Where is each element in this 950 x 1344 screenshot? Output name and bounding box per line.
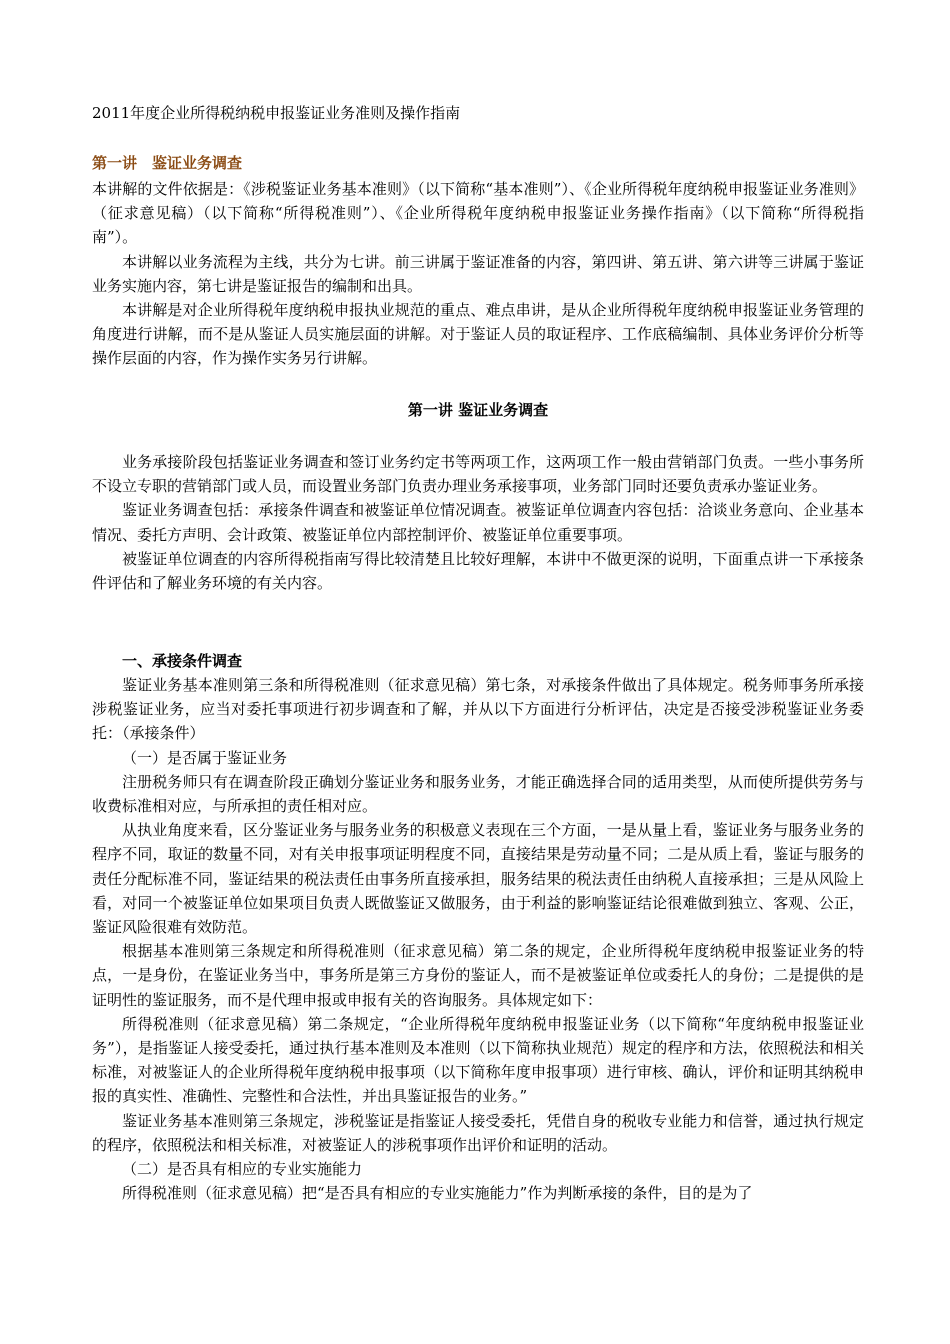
intro-paragraph: 本讲解的文件依据是：《涉税鉴证业务基本准则》（以下简称“基本准则”）、《企业所得税年度纳税申报鉴证业务准则》（征求意见稿）（以下简称“所得税准则”）、《企业所得税年度纳税申报鉴证业务操作指南》（以下简称“所得税指南”）。 xyxy=(92,180,864,247)
lecture-center-heading: 第一讲 鉴证业务调查 xyxy=(407,401,549,419)
body-paragraph: 注册税务师只有在调查阶段正确划分鉴证业务和服务业务，才能正确选择合同的适用类型，从而使所提供劳务与收费标准相对应，与所承担的责任相对应。 xyxy=(92,772,864,816)
intro-block xyxy=(92,177,864,371)
subsection-heading: （一）是否属于鉴证业务 xyxy=(122,748,288,767)
lecture-body-block xyxy=(92,450,864,595)
lecture-heading: 第一讲 鉴证业务调查 xyxy=(92,154,243,172)
intro-paragraph: 本讲解以业务流程为主线，共分为七讲。前三讲属于鉴证准备的内容，第四讲、第五讲、第六讲等三讲属于鉴证业务实施内容，第七讲是鉴证报告的编制和出具。 xyxy=(92,252,864,295)
body-paragraph: 鉴证业务基本准则第三条规定，涉税鉴证是指鉴证人接受委托，凭借自身的税收专业能力和信誉，通过执行规定的程序，依照税法和相关标准，对被鉴证人的涉税事项作出评价和证明的活动。 xyxy=(92,1111,864,1154)
subsection-heading: （二）是否具有相应的专业实施能力 xyxy=(122,1160,363,1179)
document-title: 2011年度企业所得税纳税申报鉴证业务准则及操作指南 xyxy=(92,104,461,122)
body-paragraph: 业务承接阶段包括鉴证业务调查和签订业务约定书等两项工作，这两项工作一般由营销部门负责。一些小事务所不设立专职的营销部门或人员，而设置业务部门负责办理业务承接事项，业务部门同时还要负责承办鉴证业务。 xyxy=(92,453,864,496)
section-heading: 一、承接条件调查 xyxy=(122,652,243,670)
body-paragraph: 根据基本准则第三条规定和所得税准则（征求意见稿）第二条的规定，企业所得税年度纳税申报鉴证业务的特点，一是身份，在鉴证业务当中，事务所是第三方身份的鉴证人，而不是被鉴证单位或委托人的身份；二是提供的是证明性的鉴证服务，而不是代理申报或申报有关的咨询服务。具体规定如下： xyxy=(92,942,864,1009)
body-paragraph: 鉴证业务基本准则第三条和所得税准则（征求意见稿）第七条，对承接条件做出了具体规定。税务师事务所承接涉税鉴证业务，应当对委托事项进行初步调查和了解，并从以下方面进行分析评估，决定是否接受涉税鉴证业务委托：（承接条件） xyxy=(92,676,864,743)
body-paragraph: 所得税准则（征求意见稿）把“是否具有相应的专业实施能力”作为判断承接的条件，目的是为了 xyxy=(122,1184,753,1203)
body-paragraph: 从执业角度来看，区分鉴证业务与服务业务的积极意义表现在三个方面，一是从量上看，鉴证业务与服务业务的程序不同，取证的数量不同，对有关申报事项证明程度不同，直接结果是劳动量不同；二是从质上看，鉴证与服务的责任分配标准不同，鉴证结果的税法责任由事务所直接承担，服务结果的税法责任由纳税人直接承担；三是从风险上看，对同一个被鉴证单位如果项目负责人既做鉴证又做服务，由于利益的影响鉴证结论很难做到独立、客观、公正，鉴证风险很难有效防范。 xyxy=(92,821,864,937)
section-body-block xyxy=(92,673,864,1205)
body-paragraph: 被鉴证单位调查的内容所得税指南写得比较清楚且比较好理解，本讲中不做更深的说明，下面重点讲一下承接条件评估和了解业务环境的有关内容。 xyxy=(92,549,864,593)
intro-paragraph: 本讲解是对企业所得税年度纳税申报执业规范的重点、难点串讲，是从企业所得税年度纳税申报鉴证业务管理的角度进行讲解，而不是从鉴证人员实施层面的讲解。对于鉴证人员的取证程序、工作底稿编制、具体业务评价分析等操作层面的内容，作为操作实务另行讲解。 xyxy=(92,301,864,368)
document-page xyxy=(92,0,864,1344)
body-paragraph: 鉴证业务调查包括：承接条件调查和被鉴证单位情况调查。被鉴证单位调查内容包括：洽谈业务意向、企业基本情况、委托方声明、会计政策、被鉴证单位内部控制评价、被鉴证单位重要事项。 xyxy=(92,501,864,544)
body-paragraph: 所得税准则（征求意见稿）第二条规定，“企业所得税年度纳税申报鉴证业务（以下简称“年度纳税申报鉴证业务”），是指鉴证人接受委托，通过执行基本准则及本准则（以下简称执业规范）规定的程序和方法，依照税法和相关标准，对被鉴证人的企业所得税年度纳税申报事项（以下简称年度申报事项）进行审核、确认，评价和证明其纳税申报的真实性、准确性、完整性和合法性，并出具鉴证报告的业务。” xyxy=(92,1014,864,1106)
